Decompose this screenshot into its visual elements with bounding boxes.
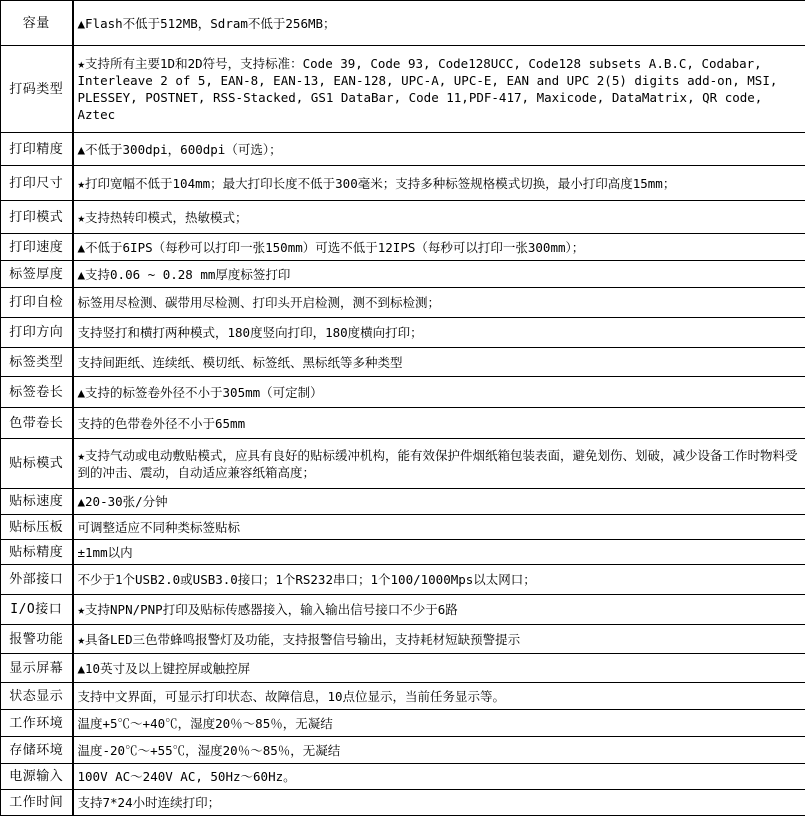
- row-label: 贴标压板: [1, 515, 73, 540]
- row-label: 标签卷长: [1, 377, 73, 408]
- row-label: 打印自检: [1, 288, 73, 318]
- row-value: ▲10英寸及以上键控屏或触控屏: [73, 654, 805, 683]
- table-row: [1, 625, 805, 654]
- row-label: 打码类型: [1, 46, 73, 133]
- row-value: 支持间距纸、连续纸、模切纸、标签纸、黑标纸等多种类型: [73, 348, 805, 377]
- row-label: 容量: [1, 1, 73, 46]
- row-value: ▲支持的标签卷外径不小于305mm（可定制）: [73, 377, 805, 408]
- row-label: 显示屏幕: [1, 654, 73, 683]
- row-value: ▲Flash不低于512MB，Sdram不低于256MB；: [73, 1, 805, 46]
- row-label: 工作环境: [1, 710, 73, 737]
- table-row: [1, 261, 805, 288]
- row-value: 100V AC～240V AC, 50Hz～60Hz。: [73, 764, 805, 790]
- row-label: 报警功能: [1, 625, 73, 654]
- row-label: 工作时间: [1, 790, 73, 816]
- row-label: 贴标模式: [1, 439, 73, 489]
- row-label: 贴标速度: [1, 489, 73, 515]
- table-row: [1, 133, 805, 166]
- table-row: [1, 377, 805, 408]
- row-label: 打印方向: [1, 318, 73, 348]
- table-row: [1, 683, 805, 710]
- row-value: 可调整适应不同种类标签贴标: [73, 515, 805, 540]
- table-row: [1, 595, 805, 625]
- table-row: [1, 710, 805, 737]
- table-row: [1, 565, 805, 595]
- row-label: 打印速度: [1, 234, 73, 261]
- row-value: 支持竖打和横打两种模式，180度竖向打印，180度横向打印；: [73, 318, 805, 348]
- row-label: 状态显示: [1, 683, 73, 710]
- table-row: [1, 46, 805, 133]
- table-row: [1, 288, 805, 318]
- table-row: [1, 515, 805, 540]
- table-row: [1, 201, 805, 234]
- table-row: [1, 439, 805, 489]
- row-label: 色带卷长: [1, 408, 73, 439]
- row-label: I/O接口: [1, 595, 73, 625]
- row-value: 支持7*24小时连续打印；: [73, 790, 805, 816]
- row-value: ★支持热转印模式，热敏模式；: [73, 201, 805, 234]
- table-row: [1, 654, 805, 683]
- table-row: [1, 166, 805, 201]
- row-label: 外部接口: [1, 565, 73, 595]
- row-value: 温度-20℃～+55℃，湿度20％～85％，无凝结: [73, 737, 805, 764]
- table-row: [1, 318, 805, 348]
- row-value: ▲不低于300dpi，600dpi（可选）；: [73, 133, 805, 166]
- table-row: [1, 408, 805, 439]
- row-value: ★具备LED三色带蜂鸣报警灯及功能，支持报警信号输出，支持耗材短缺预警提示: [73, 625, 805, 654]
- table-row: [1, 790, 805, 816]
- row-label: 打印尺寸: [1, 166, 73, 201]
- row-label: 贴标精度: [1, 540, 73, 565]
- row-label: 打印精度: [1, 133, 73, 166]
- table-row: [1, 737, 805, 764]
- row-value: ★打印宽幅不低于104mm；最大打印长度不低于300毫米；支持多种标签规格模式切换，最小打印高度15mm；: [73, 166, 805, 201]
- row-value: ▲不低于6IPS（每秒可以打印一张150mm）可选不低于12IPS（每秒可以打印一张300mm）；: [73, 234, 805, 261]
- row-label: 电源输入: [1, 764, 73, 790]
- row-value: 不少于1个USB2.0或USB3.0接口；1个RS232串口；1个100/1000Mps以太网口；: [73, 565, 805, 595]
- row-label: 存储环境: [1, 737, 73, 764]
- row-value: ±1mm以内: [73, 540, 805, 565]
- table-row: [1, 1, 805, 46]
- table-row: [1, 489, 805, 515]
- row-value: ▲20-30张/分钟: [73, 489, 805, 515]
- row-value: 支持中文界面，可显示打印状态、故障信息，10点位显示，当前任务显示等。: [73, 683, 805, 710]
- row-value: ★支持气动或电动敷贴模式，应具有良好的贴标缓冲机构，能有效保护件烟纸箱包装表面，避免划伤、划破，减少设备工作时物料受到的冲击、震动，自动适应兼容纸箱高度；: [73, 439, 805, 489]
- table-row: [1, 764, 805, 790]
- row-value: ★支持所有主要1D和2D符号，支持标准：Code 39, Code 93, Code128UCC, Code128 subsets A.B.C, Codabar, Interleave 2 of 5, EAN-8, EAN-13, EAN-128, UPC-A, UPC-E, EAN and UPC 2(5) digits add-on, MSI, PLESSEY, POSTNET, RSS-Stacked, GS1 DataBar, Code 11,PDF-417, Maxicode, DataMatrix, QR code, Aztec: [73, 46, 805, 133]
- table-row: [1, 540, 805, 565]
- row-label: 标签厚度: [1, 261, 73, 288]
- row-value: 标签用尽检测、碳带用尽检测、打印头开启检测，测不到标检测；: [73, 288, 805, 318]
- table-row: [1, 234, 805, 261]
- table-row: [1, 348, 805, 377]
- row-value: 支持的色带卷外径不小于65mm: [73, 408, 805, 439]
- row-label: 标签类型: [1, 348, 73, 377]
- row-value: ★支持NPN/PNP打印及贴标传感器接入，输入输出信号接口不少于6路: [73, 595, 805, 625]
- row-value: ▲支持0.06 ~ 0.28 mm厚度标签打印: [73, 261, 805, 288]
- row-value: 温度+5℃～+40℃，湿度20％～85％，无凝结: [73, 710, 805, 737]
- row-label: 打印模式: [1, 201, 73, 234]
